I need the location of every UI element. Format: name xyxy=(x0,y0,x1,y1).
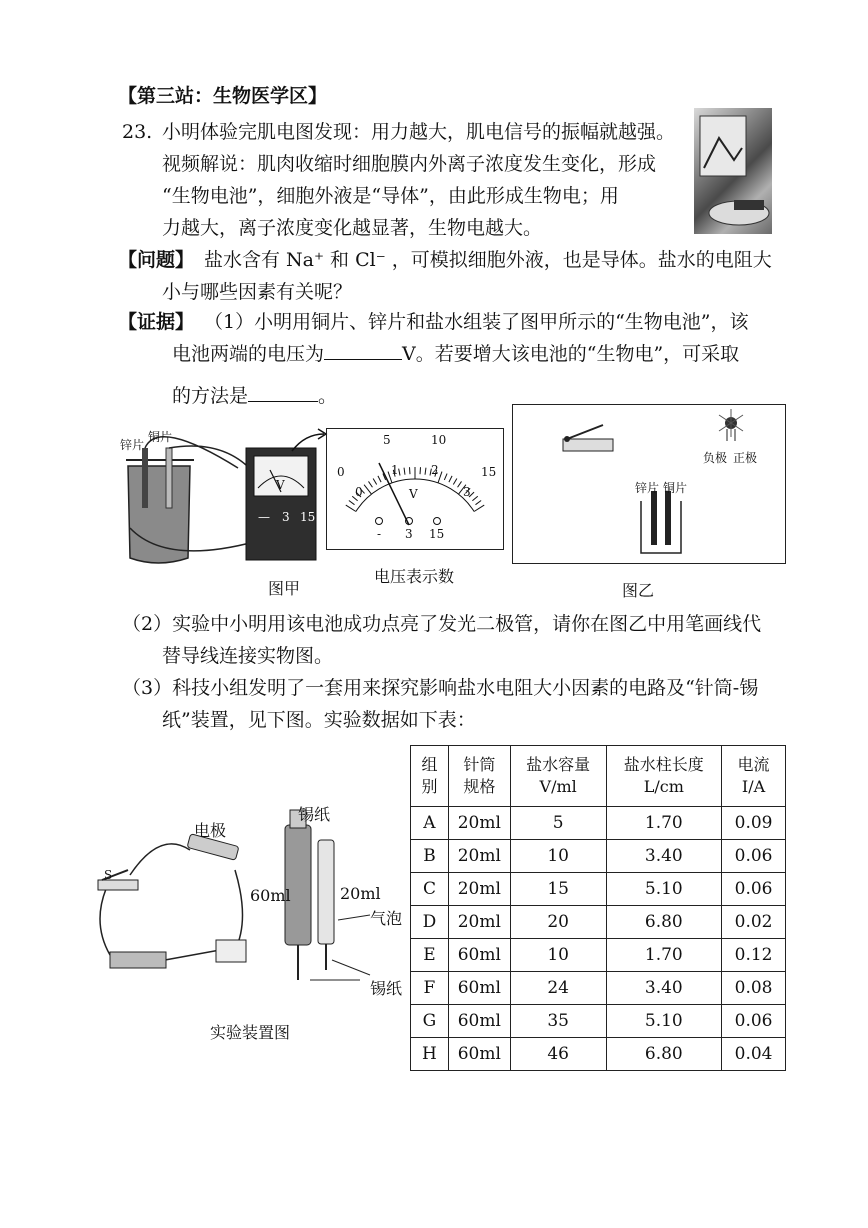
fig-yi-panel xyxy=(512,404,786,564)
dial-bottom-3: 3 xyxy=(463,485,471,499)
dial-tick xyxy=(349,501,355,505)
dial-tick xyxy=(378,476,381,482)
fig-jia-terminal-neg: — xyxy=(258,510,270,524)
fig-jia-caption: 图甲 xyxy=(268,579,301,598)
evidence-p1-line-1: （1）小明用铜片、锌片和盐水组装了图甲所示的“生物电池”，该 xyxy=(204,311,749,333)
table-cell: 10 xyxy=(510,840,606,873)
table-cell: G xyxy=(411,1005,449,1038)
dial-bottom-0: 0 xyxy=(355,485,363,499)
table-cell: 0.06 xyxy=(722,840,786,873)
dial-top-10: 10 xyxy=(431,433,447,447)
table-header-cell xyxy=(722,746,786,807)
table-cell: D xyxy=(411,906,449,939)
evidence-p1-line-3 xyxy=(172,382,337,410)
dial-terminal-neg: - xyxy=(377,527,382,541)
dial-tick xyxy=(444,474,447,480)
table-cell: 20ml xyxy=(448,807,510,840)
apparatus-switch-label: S xyxy=(104,868,113,882)
table-header-text: V/ml xyxy=(539,777,577,796)
dial-top-15: 15 xyxy=(481,465,497,479)
table-header-text: L/cm xyxy=(643,777,684,796)
question-line-1: 盐水含有 Na⁺ 和 Cl⁻ ，可模拟细胞外液，也是导体。盐水的电阻大 xyxy=(204,249,772,271)
dial-tick xyxy=(458,481,462,487)
table-header-row xyxy=(411,746,786,807)
voltage-answer-blank[interactable] xyxy=(324,341,402,360)
table-cell: E xyxy=(411,939,449,972)
dial-top-5: 5 xyxy=(383,433,391,447)
table-header-text: 别 xyxy=(421,777,438,796)
dial-caption: 电压表示数 xyxy=(374,567,455,586)
table-cell: 35 xyxy=(510,1005,606,1038)
table-cell: 3.40 xyxy=(606,972,722,1005)
fig-jia-copper-label: 铜片 xyxy=(148,430,173,444)
p1-text-c: 的方法是 xyxy=(172,385,249,407)
p1-text-b: V。若要增大该电池的“生物电”，可采取 xyxy=(402,343,740,365)
method-answer-blank[interactable] xyxy=(248,383,318,402)
table-header-text: 针筒 xyxy=(463,755,496,774)
table-cell: 5 xyxy=(510,807,606,840)
q23-line-3: “生物电池”，细胞外液是“导体”，由此形成生物电；用 xyxy=(162,185,619,207)
table-cell: 5.10 xyxy=(606,1005,722,1038)
table-cell: 1.70 xyxy=(606,807,722,840)
dial-terminal-15: 15 xyxy=(429,527,445,541)
fig-yi-zinc-label: 锌片 xyxy=(635,481,660,495)
emg-photo xyxy=(694,108,772,234)
table-cell: 6.80 xyxy=(606,1038,722,1071)
dial-unit: V xyxy=(409,487,418,501)
table-cell: H xyxy=(411,1038,449,1071)
voltmeter-dial xyxy=(326,428,504,550)
table-cell: 3.40 xyxy=(606,840,722,873)
table-cell: 0.12 xyxy=(722,939,786,972)
fig-jia-zinc-label: 锌片 xyxy=(120,438,145,452)
table-cell: 20 xyxy=(510,906,606,939)
dial-tick xyxy=(368,481,372,487)
table-cell: 24 xyxy=(510,972,606,1005)
table-cell: 60ml xyxy=(448,939,510,972)
table-cell: 5.10 xyxy=(606,873,722,906)
table-cell: 0.09 xyxy=(722,807,786,840)
table-cell: C xyxy=(411,873,449,906)
table-header-text: 盐水容量 xyxy=(526,755,591,774)
fig-yi-caption: 图乙 xyxy=(622,581,655,600)
dial-tick xyxy=(474,505,484,511)
table-row xyxy=(411,807,786,840)
table-cell: 1.70 xyxy=(606,939,722,972)
table-cell: 10 xyxy=(510,939,606,972)
apparatus-illustration xyxy=(70,770,410,990)
dial-tick xyxy=(425,468,426,475)
table-header-cell xyxy=(411,746,449,807)
table-header-cell xyxy=(510,746,606,807)
evidence-p3-line-2: 纸”装置，见下图。实验数据如下表： xyxy=(162,709,476,731)
fig-jia-terminal-15: 15 xyxy=(300,510,316,524)
table-cell: 0.06 xyxy=(722,1005,786,1038)
fig-jia-meter-unit: V xyxy=(276,478,285,492)
q23-line-4: 力越大，离子浓度变化越显著，生物电越大。 xyxy=(162,217,543,239)
dial-tick xyxy=(346,505,356,511)
question-line-2: 小与哪些因素有关呢？ xyxy=(162,281,353,303)
table-cell: 20ml xyxy=(448,840,510,873)
fig-yi-pos-label: 正极 xyxy=(733,451,758,465)
dial-tick xyxy=(399,469,400,476)
table-row xyxy=(411,972,786,1005)
apparatus-tin-foil-bottom: 锡纸 xyxy=(370,979,403,998)
fig-yi-neg-label: 负极 xyxy=(703,451,728,465)
table-header-text: I/A xyxy=(741,777,766,796)
table-row xyxy=(411,840,786,873)
fig-jia-terminal-3: 3 xyxy=(282,510,290,524)
dial-bottom-2: 2 xyxy=(431,463,439,477)
evidence-p1-line-2 xyxy=(172,340,739,368)
dial-tick xyxy=(475,501,481,505)
section-title: 【第三站：生物医学区】 xyxy=(118,85,328,107)
dial-tick xyxy=(472,496,477,501)
table-cell: 46 xyxy=(510,1038,606,1071)
table-cell: 60ml xyxy=(448,1038,510,1071)
p1-text-a: 电池两端的电压为 xyxy=(172,343,325,365)
fig-yi-copper-label: 铜片 xyxy=(663,481,688,495)
table-row xyxy=(411,1005,786,1038)
dial-tick xyxy=(404,468,405,475)
table-header-text: 电流 xyxy=(737,755,770,774)
table-cell: 0.02 xyxy=(722,906,786,939)
emg-photo-illustration xyxy=(694,108,772,234)
apparatus-caption: 实验装置图 xyxy=(210,1023,291,1042)
apparatus-electrode-label: 电极 xyxy=(194,821,227,840)
table-cell: 0.04 xyxy=(722,1038,786,1071)
dial-tick xyxy=(449,476,452,482)
table-row xyxy=(411,906,786,939)
table-cell: 20ml xyxy=(448,906,510,939)
evidence-p3-line-1: （3）科技小组发明了一套用来探究影响盐水电阻大小因素的电路及“针筒-锡 xyxy=(122,677,759,699)
table-cell: 6.80 xyxy=(606,906,722,939)
table-cell: 60ml xyxy=(448,1005,510,1038)
p1-text-d: 。 xyxy=(318,385,338,407)
dial-tick xyxy=(364,485,371,494)
table-cell: B xyxy=(411,840,449,873)
q23-line-2: 视频解说：肌肉收缩时细胞膜内外离子浓度发生变化，形成 xyxy=(162,153,657,175)
table-cell: 60ml xyxy=(448,972,510,1005)
data-table xyxy=(410,745,786,1071)
table-cell: A xyxy=(411,807,449,840)
question-tag: 【问题】 xyxy=(118,249,195,271)
table-cell: 0.06 xyxy=(722,873,786,906)
table-header-cell xyxy=(606,746,722,807)
arrow-icon xyxy=(290,426,330,456)
dial-terminal-3: 3 xyxy=(405,527,413,541)
evidence-p2-line-2: 替导线连接实物图。 xyxy=(162,645,334,667)
apparatus-bubble-label: 气泡 xyxy=(370,909,403,928)
apparatus-vol-20: 20ml xyxy=(340,884,381,903)
evidence-tag: 【证据】 xyxy=(118,311,195,333)
table-header-text: 规格 xyxy=(463,777,496,796)
q23-line-1: 小明体验完肌电图发现：用力越大，肌电信号的振幅就越强。 xyxy=(162,121,676,143)
dial-top-0: 0 xyxy=(337,465,345,479)
table-cell: 0.08 xyxy=(722,972,786,1005)
apparatus-tin-foil-top: 锡纸 xyxy=(298,805,331,824)
table-cell: F xyxy=(411,972,449,1005)
table-header-text: 组 xyxy=(421,755,438,774)
dial-bottom-1: 1 xyxy=(391,463,399,477)
dial-tick xyxy=(373,479,377,485)
evidence-p2-line-1: （2）实验中小明用该电池成功点亮了发光二极管，请你在图乙中用笔画线代 xyxy=(122,613,762,635)
table-row xyxy=(411,939,786,972)
table-cell: 15 xyxy=(510,873,606,906)
table-header-cell xyxy=(448,746,510,807)
table-row xyxy=(411,1038,786,1071)
table-row xyxy=(411,873,786,906)
table-cell: 20ml xyxy=(448,873,510,906)
apparatus-vol-60: 60ml xyxy=(250,886,291,905)
dial-tick xyxy=(453,479,457,485)
table-header-text: 盐水柱长度 xyxy=(623,755,704,774)
question-number: 23. xyxy=(122,121,153,143)
